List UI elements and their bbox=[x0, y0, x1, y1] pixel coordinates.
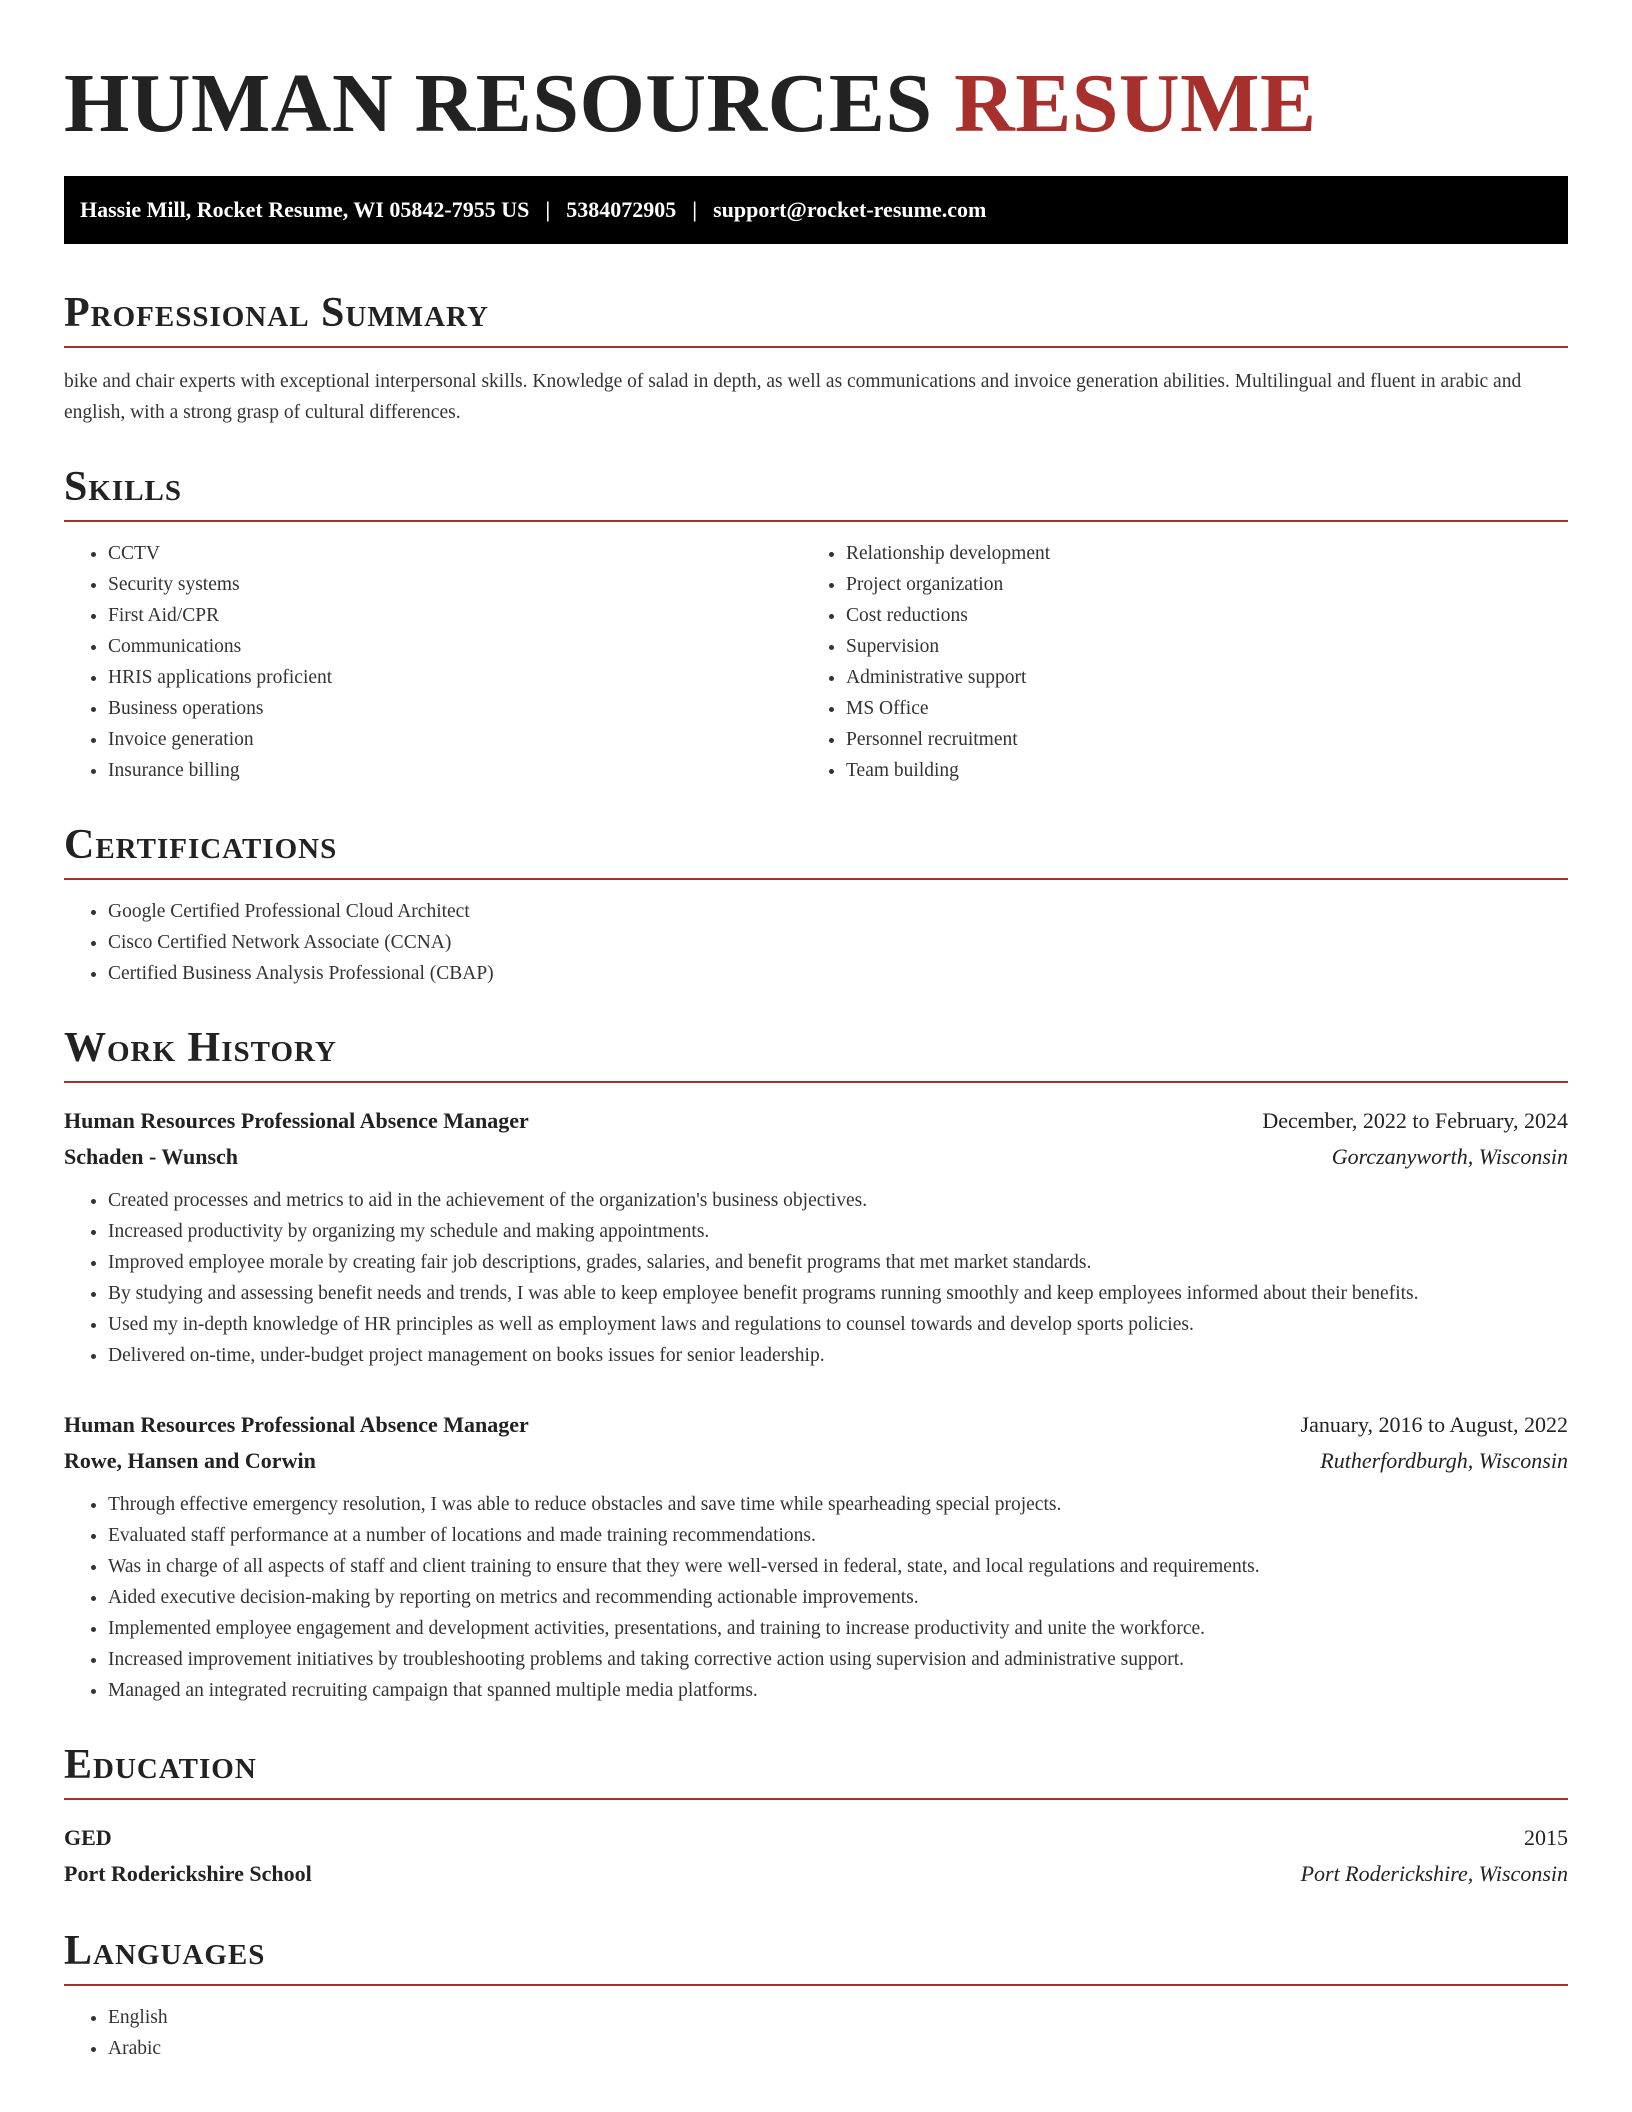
job-bullets bbox=[64, 1185, 1568, 1371]
skill-item: • MS Office bbox=[846, 693, 1568, 724]
education-section bbox=[64, 1740, 1568, 1892]
section-divider bbox=[64, 1081, 1568, 1083]
job-bullet: • Evaluated staff performance at a number of locations and made training recommendations. bbox=[108, 1520, 1568, 1551]
skill-item: • Supervision bbox=[846, 631, 1568, 662]
job-entry bbox=[64, 1407, 1568, 1706]
skill-item: • HRIS applications proficient bbox=[108, 662, 816, 693]
language-item: • English bbox=[108, 2002, 1568, 2033]
job-bullet: • Improved employee morale by creating fair job descriptions, grades, salaries, and benefit programs that met market standards. bbox=[108, 1247, 1568, 1278]
education-school-row bbox=[64, 1856, 1568, 1892]
job-company: Schaden - Wunsch bbox=[64, 1144, 239, 1169]
job-bullet: • Increased improvement initiatives by troubleshooting problems and taking corrective action using supervision and administrative support. bbox=[108, 1644, 1568, 1675]
skill-item: • Administrative support bbox=[846, 662, 1568, 693]
skill-item: • Security systems bbox=[108, 569, 816, 600]
contact-separator: | bbox=[692, 197, 698, 222]
job-entry bbox=[64, 1103, 1568, 1371]
certifications-section bbox=[64, 820, 1568, 989]
job-location: Gorczanyworth, Wisconsin bbox=[1331, 1144, 1568, 1169]
job-bullets bbox=[64, 1489, 1568, 1706]
certifications-heading: Certifications bbox=[64, 822, 338, 868]
title-main: HUMAN RESOURCES bbox=[64, 57, 933, 150]
job-location: Rutherfordburgh, Wisconsin bbox=[1320, 1448, 1568, 1473]
summary-text: bike and chair experts with exceptional interpersonal skills. Knowledge of salad in depth, as well as communications and invoice generation abilities. Multilingual and fluent in arabic and english, with a strong grasp of cultural differences. bbox=[64, 371, 1522, 423]
education-heading: Education bbox=[64, 1742, 257, 1788]
work-history-heading: Work History bbox=[64, 1025, 337, 1071]
title-accent: RESUME bbox=[954, 57, 1317, 150]
contact-address: Hassie Mill, Rocket Resume, WI 05842-7955 US bbox=[80, 197, 530, 222]
education-degree: GED bbox=[64, 1825, 112, 1850]
skill-item: • Communications bbox=[108, 631, 816, 662]
certifications-list bbox=[64, 896, 1568, 989]
job-company-row bbox=[64, 1139, 1568, 1175]
job-bullet: • By studying and assessing benefit needs and trends, I was able to keep employee benefit programs running smoothly and keep employees informed about their benefits. bbox=[108, 1278, 1568, 1309]
work-history-section bbox=[64, 1023, 1568, 1706]
contact-email: support@rocket-resume.com bbox=[713, 197, 987, 222]
job-bullet: • Aided executive decision-making by reporting on metrics and recommending actionable improvements. bbox=[108, 1582, 1568, 1613]
job-dates: January, 2016 to August, 2022 bbox=[1300, 1412, 1568, 1437]
skill-item: • Personnel recruitment bbox=[846, 724, 1568, 755]
contact-phone: 5384072905 bbox=[566, 197, 677, 222]
job-header-row bbox=[64, 1407, 1568, 1443]
section-divider bbox=[64, 878, 1568, 880]
education-location: Port Roderickshire, Wisconsin bbox=[1300, 1861, 1568, 1886]
job-company-row bbox=[64, 1443, 1568, 1479]
job-bullet: • Delivered on-time, under-budget project management on books issues for senior leadership. bbox=[108, 1340, 1568, 1371]
education-entry bbox=[64, 1820, 1568, 1892]
job-bullet: • Was in charge of all aspects of staff and client training to ensure that they were well-versed in federal, state, and local regulations and requirements. bbox=[108, 1551, 1568, 1582]
languages-section bbox=[64, 1926, 1568, 2064]
job-bullet: • Managed an integrated recruiting campaign that spanned multiple media platforms. bbox=[108, 1675, 1568, 1706]
job-bullet: • Implemented employee engagement and development activities, presentations, and training to increase productivity and unite the workforce. bbox=[108, 1613, 1568, 1644]
skill-item: • Cost reductions bbox=[846, 600, 1568, 631]
education-year: 2015 bbox=[1524, 1825, 1568, 1850]
certification-item: • Google Certified Professional Cloud Architect bbox=[108, 896, 1568, 927]
job-title: Human Resources Professional Absence Manager bbox=[64, 1412, 529, 1437]
job-dates: December, 2022 to February, 2024 bbox=[1262, 1108, 1568, 1133]
job-company: Rowe, Hansen and Corwin bbox=[64, 1448, 316, 1473]
section-divider bbox=[64, 1798, 1568, 1800]
summary-section bbox=[64, 288, 1568, 428]
skills-heading: Skills bbox=[64, 464, 183, 510]
skill-item: • Invoice generation bbox=[108, 724, 816, 755]
skills-section bbox=[64, 462, 1568, 786]
job-header-row bbox=[64, 1103, 1568, 1139]
section-divider bbox=[64, 346, 1568, 348]
job-bullet: • Increased productivity by organizing my schedule and making appointments. bbox=[108, 1216, 1568, 1247]
education-school: Port Roderickshire School bbox=[64, 1861, 312, 1886]
skill-item: • Project organization bbox=[846, 569, 1568, 600]
certification-item: • Certified Business Analysis Professional (CBAP) bbox=[108, 958, 1568, 989]
resume-title bbox=[64, 56, 1568, 152]
language-item: • Arabic bbox=[108, 2033, 1568, 2064]
skill-item: • Business operations bbox=[108, 693, 816, 724]
education-header-row bbox=[64, 1820, 1568, 1856]
section-divider bbox=[64, 1984, 1568, 1986]
summary-heading: Professional Summary bbox=[64, 290, 489, 336]
certification-item: • Cisco Certified Network Associate (CCNA) bbox=[108, 927, 1568, 958]
job-bullet: • Used my in-depth knowledge of HR principles as well as employment laws and regulations to counsel towards and develop sports policies. bbox=[108, 1309, 1568, 1340]
languages-list bbox=[64, 2002, 1568, 2064]
job-bullet: • Through effective emergency resolution, I was able to reduce obstacles and save time while spearheading special projects. bbox=[108, 1489, 1568, 1520]
contact-bar bbox=[64, 176, 1568, 244]
languages-heading: Languages bbox=[64, 1928, 266, 1974]
skill-item: • CCTV bbox=[108, 538, 816, 569]
contact-separator: | bbox=[545, 197, 551, 222]
skill-item: • Relationship development bbox=[846, 538, 1568, 569]
skill-item: • Team building bbox=[846, 755, 1568, 786]
skill-item: • Insurance billing bbox=[108, 755, 816, 786]
job-bullet: • Created processes and metrics to aid in the achievement of the organization's business objectives. bbox=[108, 1185, 1568, 1216]
skills-grid bbox=[64, 538, 1568, 786]
job-title: Human Resources Professional Absence Manager bbox=[64, 1108, 529, 1133]
skills-list-left bbox=[64, 538, 816, 786]
skills-list-right bbox=[816, 538, 1568, 786]
section-divider bbox=[64, 520, 1568, 522]
skill-item: • First Aid/CPR bbox=[108, 600, 816, 631]
